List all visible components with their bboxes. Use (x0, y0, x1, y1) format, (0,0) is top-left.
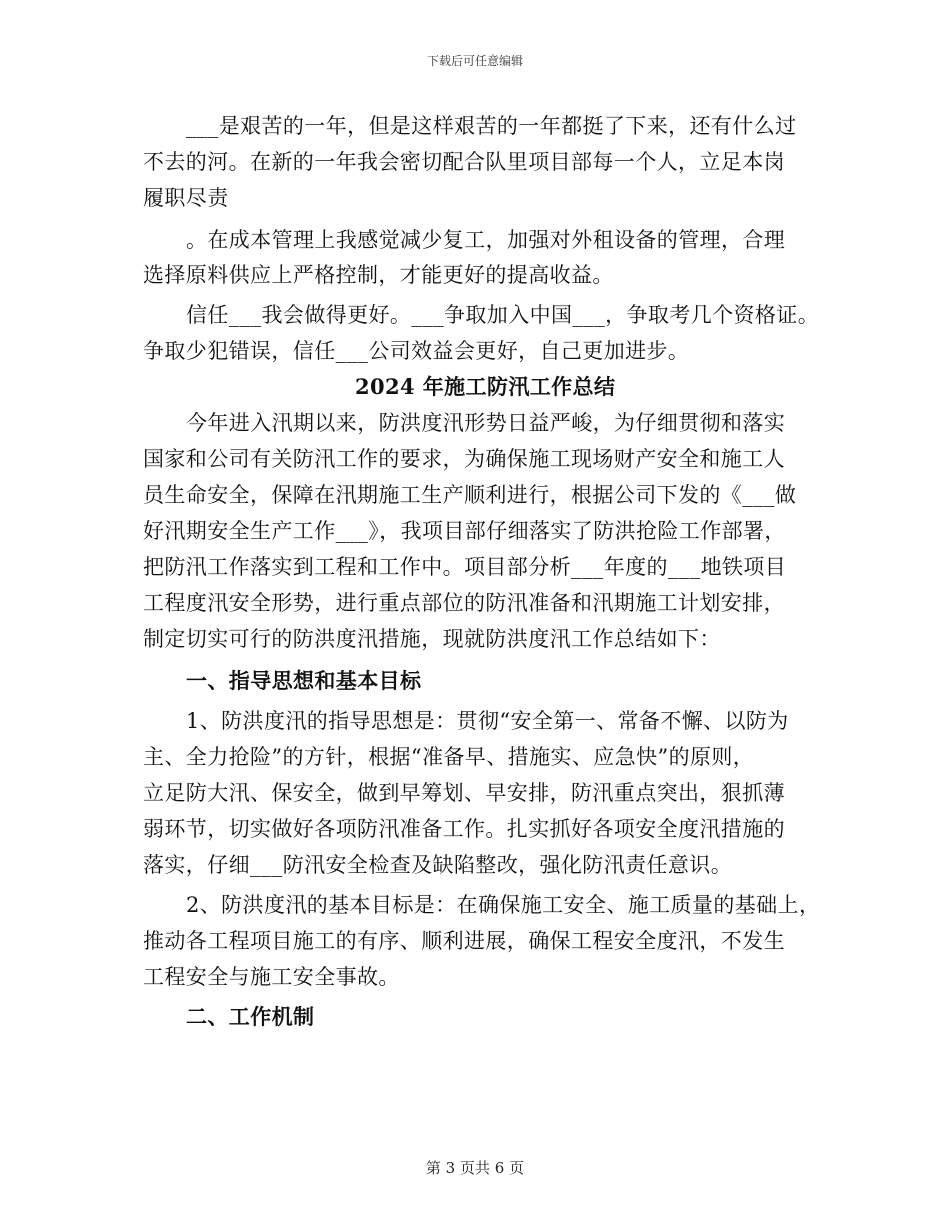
paragraph-line: ___是艰苦的一年，但是这样艰苦的一年都挺了下来，还有什么过 (186, 114, 797, 138)
paragraph-line: 。在成本管理上我感觉减少复工，加强对外租设备的管理，合理 (186, 228, 786, 252)
page-header: 下载后可任意编辑 (426, 54, 523, 68)
paragraph-line: 弱环节，切实做好各项防汛准备工作。扎实抓好各项安全度汛措施的 (143, 817, 785, 841)
paragraph-line: 好汛期安全生产工作___》，我项目部仔细落实了防洪抢险工作部署， (143, 519, 786, 543)
paragraph-line: 国家和公司有关防汛工作的要求，为确保施工现场财产安全和施工人 (143, 447, 785, 471)
paragraph-line: 不去的河。在新的一年我会密切配合队里项目部每一个人，立足本岗 (143, 150, 785, 174)
page-footer: 第 3 页共 6 页 (425, 1159, 525, 1177)
paragraph-line: 制定切实可行的防洪度汛措施，现就防洪度汛工作总结如下： (143, 627, 721, 651)
paragraph-line: 1、防洪度汛的指导思想是：贯彻“安全第一、常备不懈、以防为 (186, 709, 789, 733)
section-title: 2024 年施工防汛工作总结 (355, 374, 616, 399)
paragraph-line: 信任___我会做得更好。___争取加入中国___，争取考几个资格证。 (186, 303, 820, 327)
paragraph-line: 工程度汛安全形势，进行重点部位的防汛准备和汛期施工计划安排， (143, 591, 785, 615)
section-heading: 二、工作机制 (186, 1004, 315, 1029)
section-heading: 一、指导思想和基本目标 (186, 668, 422, 693)
paragraph-line: 立足防大汛、保安全，做到早筹划、早安排，防汛重点突出，狠抓薄 (143, 781, 785, 805)
paragraph-line: 工程安全与施工安全事故。 (143, 965, 400, 989)
paragraph-line: 2、防洪度汛的基本目标是：在确保施工安全、施工质量的基础上， (186, 893, 821, 917)
paragraph-line: 落实，仔细___防汛安全检查及缺陷整改，强化防汛责任意识。 (143, 853, 733, 877)
paragraph-line: 把防汛工作落实到工程和工作中。项目部分析___年度的___地铁项目 (143, 555, 787, 579)
paragraph-line: 履职尽责 (143, 186, 229, 210)
paragraph-line: 主、全力抢险”的方针，根据“准备早、措施实、应急快”的原则， (143, 745, 755, 769)
paragraph-line: 今年进入汛期以来，防洪度汛形势日益严峻，为仔细贯彻和落实 (186, 411, 786, 435)
paragraph-line: 选择原料供应上严格控制，才能更好的提高收益。 (143, 263, 614, 287)
paragraph-line: 推动各工程项目施工的有序、顺利进展，确保工程安全度汛，不发生 (143, 929, 785, 953)
paragraph-line: 员生命安全，保障在汛期施工生产顺利进行，根据公司下发的《___做 (143, 483, 797, 507)
paragraph-line: 争取少犯错误，信任___公司效益会更好，自己更加进步。 (143, 339, 690, 363)
